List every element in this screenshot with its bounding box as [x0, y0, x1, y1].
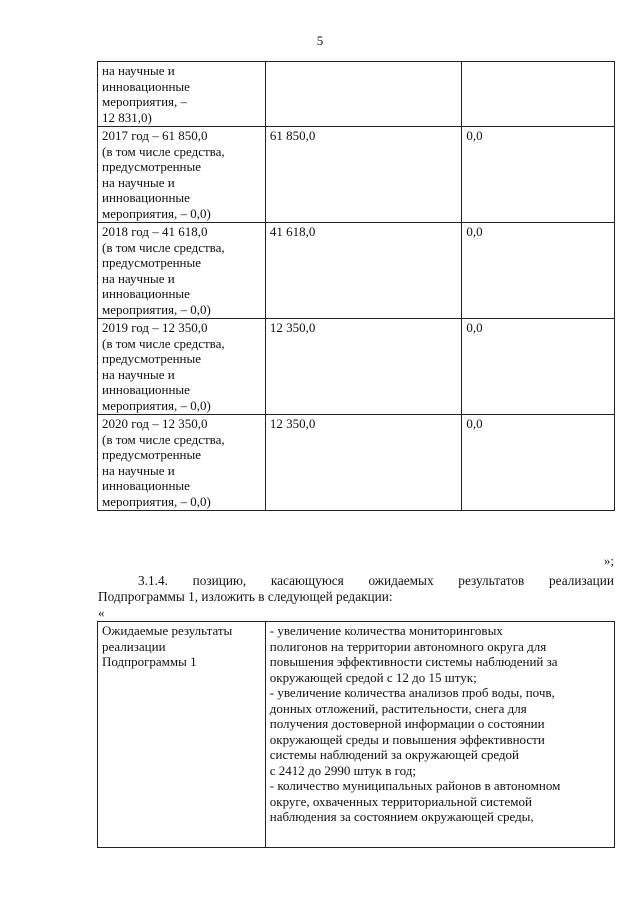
table-cell-amount: 12 350,0 [265, 415, 462, 511]
table-row [98, 415, 615, 511]
page-number: 5 [316, 33, 324, 48]
table-row [98, 62, 615, 127]
table-cell-innovation: 0,0 [462, 223, 615, 319]
opening-quote: « [98, 605, 105, 620]
table-cell-year: 2018 год – 41 618,0 (в том числе средства, предусмотренные на научные и инновационные мероприятия, – 0,0) [98, 223, 266, 319]
table-cell-year: 2017 год – 61 850,0 (в том числе средства, предусмотренные на научные и инновационные мероприятия, – 0,0) [98, 127, 266, 223]
table-cell-innovation: 0,0 [462, 415, 615, 511]
table-row [98, 319, 615, 415]
funding-table [97, 61, 615, 511]
table-cell-innovation: 0,0 [462, 127, 615, 223]
results-label-cell: Ожидаемые результаты реализации Подпрограммы 1 [98, 622, 266, 848]
closing-quote: »; [603, 553, 614, 568]
results-table [97, 621, 615, 848]
paragraph-line-1: 3.1.4. позицию, касающуюся ожидаемых результатов реализации [138, 573, 614, 588]
table-row [98, 127, 615, 223]
table-row [98, 223, 615, 319]
table-cell-amount: 61 850,0 [265, 127, 462, 223]
table-cell-innovation [462, 62, 615, 127]
table-cell-year: на научные и инновационные мероприятия, – 12 831,0) [98, 62, 266, 127]
amendment-paragraph [98, 573, 614, 605]
table-cell-amount: 41 618,0 [265, 223, 462, 319]
table-cell-amount: 12 350,0 [265, 319, 462, 415]
table-cell-amount [265, 62, 462, 127]
table-cell-year: 2020 год – 12 350,0 (в том числе средства, предусмотренные на научные и инновационные мероприятия, – 0,0) [98, 415, 266, 511]
results-content-cell: - увеличение количества мониторинговых полигонов на территории автономного округа для повышения эффективности системы наблюдений за окружающей средой с 12 до 15 штук; - увеличение количества анализов проб воды, почв, донных отложений, растительности, снега для получения достоверной информации о состоянии окружающей среды и повышения эффективности системы наблюдений за окружающей средой с 2412 до 2990 штук в год; - количество муниципальных районов в автономном округе, охваченных территориальной системой наблюдения за состоянием окружающей среды, [265, 622, 614, 848]
table-cell-innovation: 0,0 [462, 319, 615, 415]
table-cell-year: 2019 год – 12 350,0 (в том числе средства, предусмотренные на научные и инновационные мероприятия, – 0,0) [98, 319, 266, 415]
paragraph-line-2: Подпрограммы 1, изложить в следующей редакции: [98, 589, 393, 604]
table-row [98, 622, 615, 848]
